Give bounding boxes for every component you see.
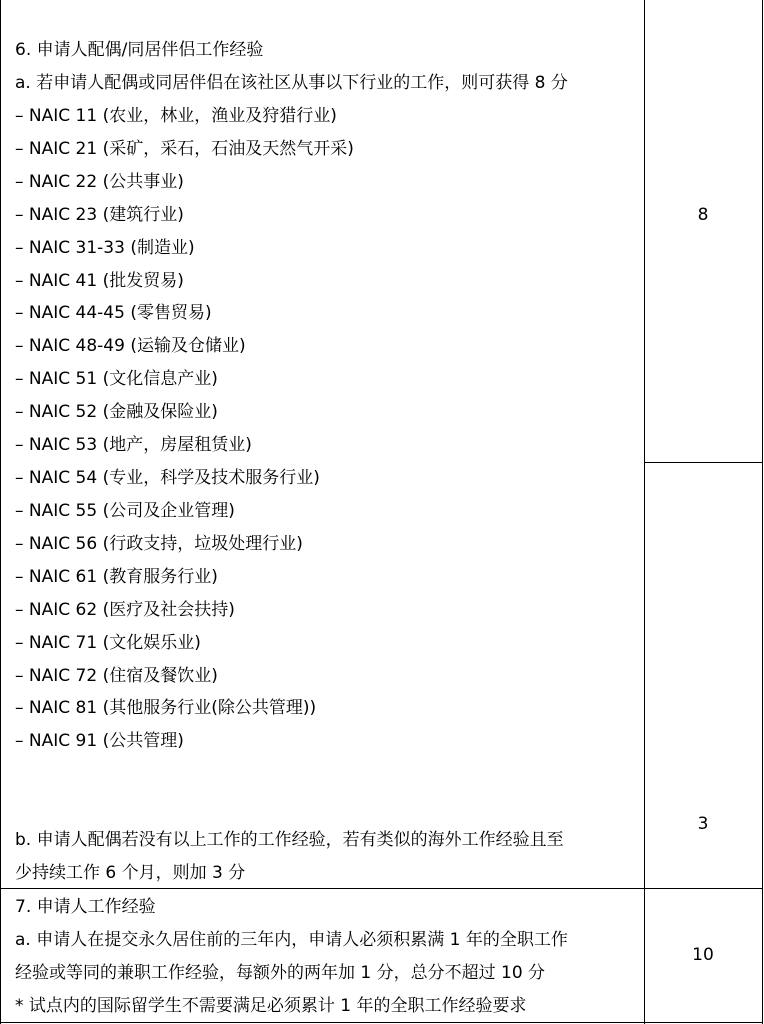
list-item: – NAIC 54 (专业，科学及技术服务行业)	[15, 468, 320, 488]
list-item: – NAIC 61 (教育服务行业)	[15, 567, 218, 587]
list-item: – NAIC 51 (文化信息产业)	[15, 369, 218, 389]
section-6-item-b-line-1: b. 申请人配偶若没有以上工作的工作经验，若有类似的海外工作经验且至	[15, 830, 564, 850]
list-item: – NAIC 53 (地产，房屋租赁业)	[15, 435, 252, 455]
table-left-border	[0, 0, 1, 1024]
list-item: – NAIC 52 (金融及保险业)	[15, 402, 218, 422]
table-bottom-border	[0, 1022, 763, 1023]
table-column-divider	[644, 0, 645, 1024]
list-item: – NAIC 72 (住宿及餐饮业)	[15, 666, 218, 686]
section-divider	[0, 888, 763, 889]
score-a-value: 8	[697, 205, 709, 225]
section-6-item-a: a. 若申请人配偶或同居伴侣在该社区从事以下行业的工作，则可获得 8 分	[15, 73, 568, 93]
list-item: – NAIC 21 (采矿，采石，石油及天然气开采)	[15, 139, 354, 159]
list-item: – NAIC 62 (医疗及社会扶持)	[15, 600, 235, 620]
section-6-item-b-line-2: 少持续工作 6 个月，则加 3 分	[15, 863, 246, 883]
section-7-item-a-line-2: 经验或等同的兼职工作经验，每额外的两年加 1 分，总分不超过 10 分	[15, 963, 546, 983]
list-item: – NAIC 22 (公共事业)	[15, 172, 184, 192]
section-7-note: * 试点内的国际留学生不需要满足必须累计 1 年的全职工作经验要求	[15, 996, 527, 1016]
list-item: – NAIC 91 (公共管理)	[15, 731, 184, 751]
score-cell-divider	[644, 462, 763, 463]
score-b-value: 3	[697, 814, 709, 834]
section-7-title: 7. 申请人工作经验	[15, 897, 156, 917]
list-item: – NAIC 48-49 (运输及仓储业)	[15, 336, 246, 356]
list-item: – NAIC 31-33 (制造业)	[15, 238, 195, 258]
list-item: – NAIC 55 (公司及企业管理)	[15, 501, 235, 521]
list-item: – NAIC 11 (农业，林业，渔业及狩猎行业)	[15, 106, 337, 126]
list-item: – NAIC 81 (其他服务行业(除公共管理))	[15, 698, 317, 718]
section-6-title: 6. 申请人配偶/同居伴侣工作经验	[15, 40, 264, 60]
score-work-experience-value: 10	[692, 945, 714, 965]
table-right-border	[762, 0, 763, 1024]
list-item: – NAIC 56 (行政支持，垃圾处理行业)	[15, 534, 303, 554]
list-item: – NAIC 41 (批发贸易)	[15, 271, 184, 291]
section-7-item-a-line-1: a. 申请人在提交永久居住前的三年内，申请人必须积累满 1 年的全职工作	[15, 930, 568, 950]
list-item: – NAIC 71 (文化娱乐业)	[15, 633, 201, 653]
list-item: – NAIC 23 (建筑行业)	[15, 205, 184, 225]
list-item: – NAIC 44-45 (零售贸易)	[15, 303, 212, 323]
